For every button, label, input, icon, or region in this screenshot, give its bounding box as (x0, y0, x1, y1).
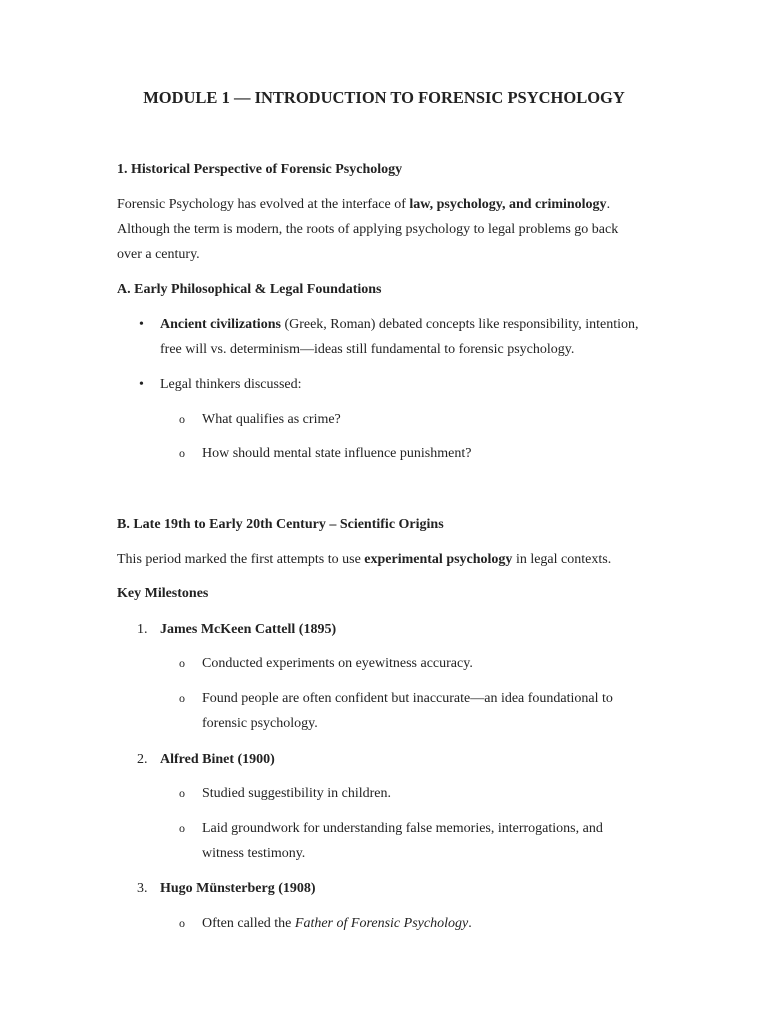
section-b-heading: B. Late 19th to Early 20th Century – Scientific Origins (117, 517, 444, 532)
circle-bullet-icon: o (179, 786, 185, 800)
section-b-intro: This period marked the first attempts to use experimental psychology in legal contexts. (117, 552, 612, 567)
section-1-intro: Forensic Psychology has evolved at the interface of law, psychology, and criminology. Although the term is modern, the roots of applying psychology to legal problems go back over a century. (117, 197, 619, 262)
sub-list-item: o Studied suggestibility in children. (202, 781, 652, 806)
bullet-icon: • (139, 377, 144, 392)
key-milestones-heading: Key Milestones (117, 586, 209, 601)
circle-bullet-icon: o (179, 691, 185, 705)
list-item: • Ancient civilizations (Greek, Roman) debated concepts like responsibility, intention, free will vs. determinism—ideas still fundamental to forensic psychology. (160, 312, 660, 362)
bullet-icon: • (139, 317, 144, 332)
list-item: • Legal thinkers discussed: (160, 372, 660, 397)
milestone-2-title: 2. Alfred Binet (1900) (137, 752, 275, 767)
milestone-1-title: 1. James McKeen Cattell (1895) (137, 622, 337, 637)
circle-bullet-icon: o (179, 916, 185, 930)
sub-list-item: o Found people are often confident but inaccurate—an idea foundational to forensic psychology. (202, 686, 652, 736)
sub-list-item: o Conducted experiments on eyewitness accuracy. (202, 651, 652, 676)
circle-bullet-icon: o (179, 446, 185, 460)
milestone-3-title: 3. Hugo Münsterberg (1908) (137, 881, 316, 896)
sub-list-item: o Often called the Father of Forensic Psychology. (202, 911, 652, 936)
circle-bullet-icon: o (179, 656, 185, 670)
page-title: MODULE 1 — INTRODUCTION TO FORENSIC PSYCHOLOGY (143, 88, 625, 107)
sub-list-item: o How should mental state influence punishment? (202, 441, 652, 466)
section-a-heading: A. Early Philosophical & Legal Foundations (117, 282, 382, 297)
sub-list-item: o What qualifies as crime? (202, 407, 652, 432)
circle-bullet-icon: o (179, 412, 185, 426)
sub-list-item: o Laid groundwork for understanding false memories, interrogations, and witness testimony. (202, 816, 652, 866)
section-1-heading: 1. Historical Perspective of Forensic Psychology (117, 162, 403, 177)
circle-bullet-icon: o (179, 821, 185, 835)
